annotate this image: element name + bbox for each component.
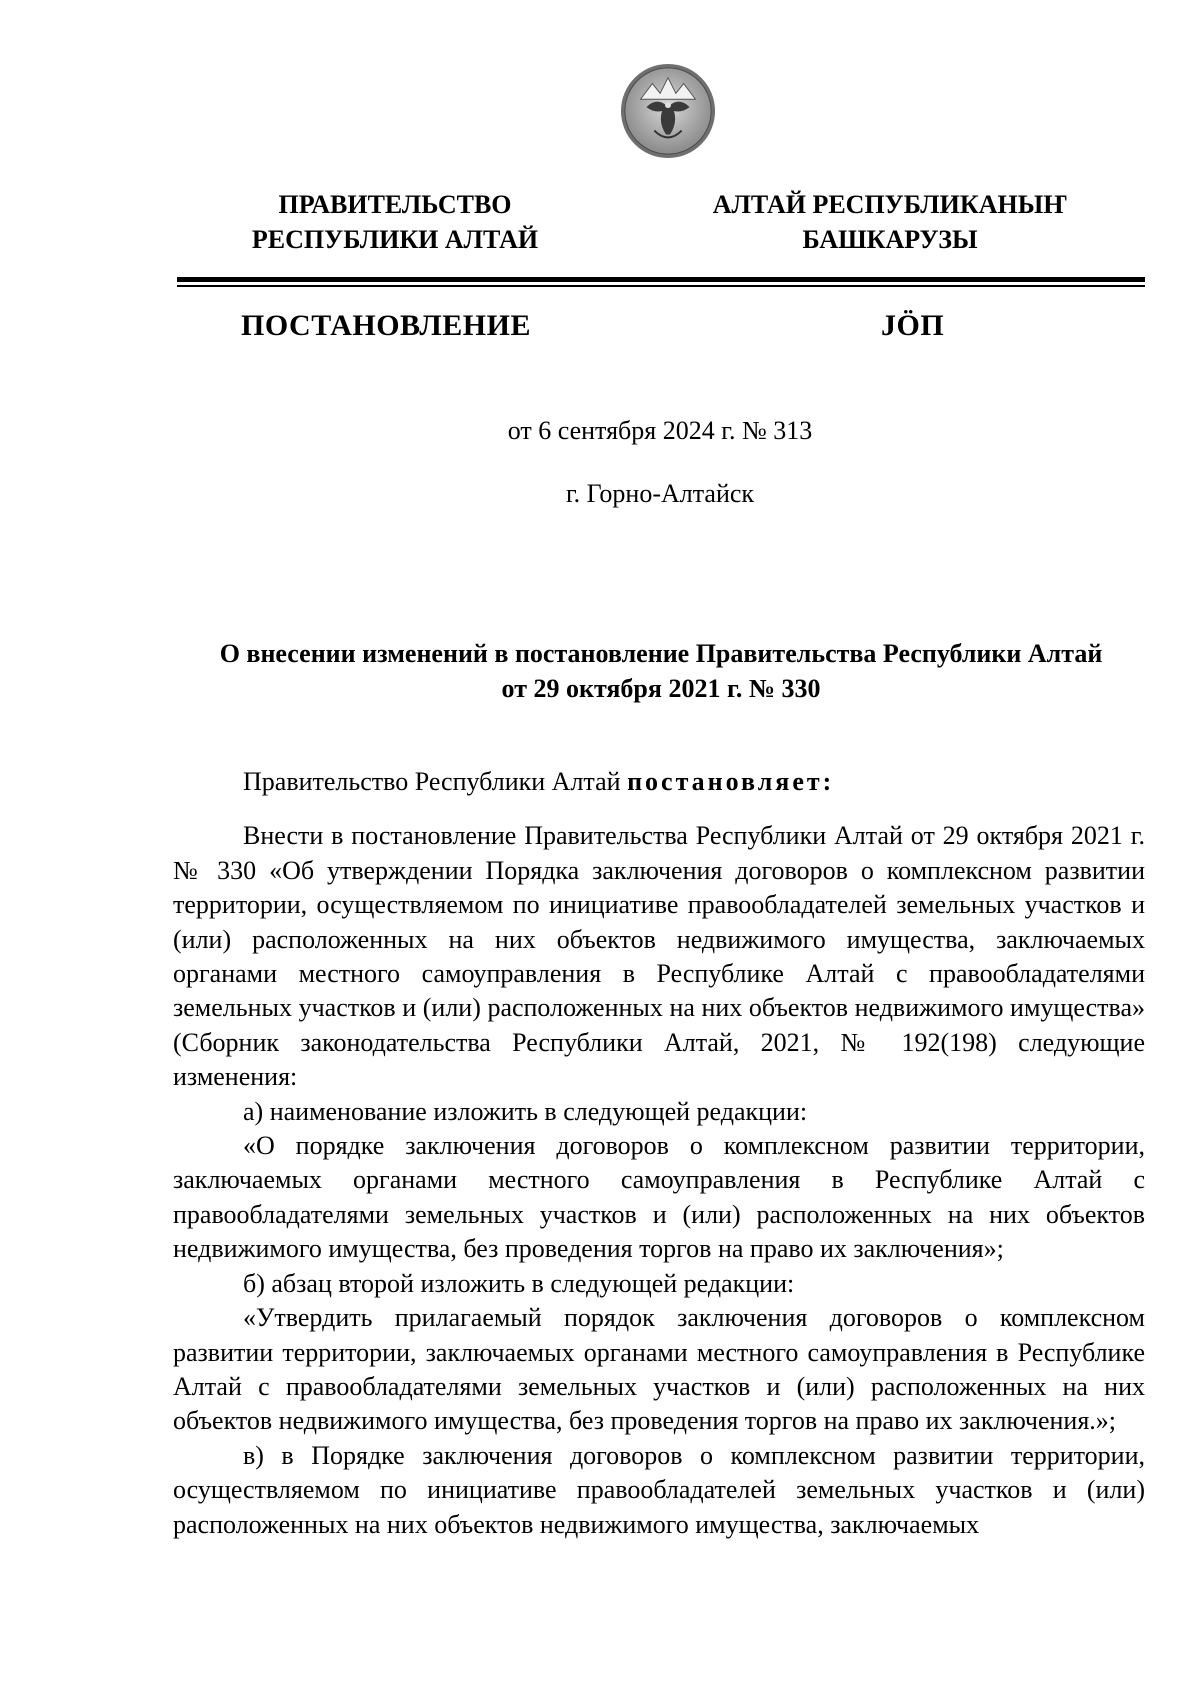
document-title <box>177 636 1145 706</box>
header-divider-thin <box>177 285 1145 287</box>
body-paragraph: в) в Порядке заключения договоров о комплексном развитии территории, осуществляемом по инициативе правообладателей земельных участков и (или) расположенных на них объектов недвижимого имущества, заключаемых <box>173 1440 1145 1539</box>
resolve-statement <box>173 765 1145 799</box>
issuer-name-russian-line1: ПРАВИТЕЛЬСТВО <box>278 190 512 219</box>
issuer-name-altai-line2: БАШКАРУЗЫ <box>802 225 978 254</box>
document-city: г. Горно-Алтайск <box>565 479 755 508</box>
document-title-line1: О внесении изменений в постановление Правительства Республики Алтай <box>219 639 1103 668</box>
issuer-name-altai-line1: АЛТАЙ РЕСПУБЛИКАНЫҤ <box>712 190 1068 219</box>
body-paragraph: «О порядке заключения договоров о комплексном развитии территории, заключаемых органами местного самоуправления в Республике Алтай с правообладателями земельных участков и (или) расположенных на них объектов недвижимого имущества, без проведения торгов на право их заключения»; <box>173 1131 1145 1264</box>
document-body <box>173 765 1145 1542</box>
doc-type-russian: ПОСТАНОВЛЕНИЕ <box>241 309 531 342</box>
document-title-line2: от 29 октября 2021 г. № 330 <box>501 674 821 703</box>
issuer-name-russian <box>200 187 590 257</box>
body-paragraph: «Утвердить прилагаемый порядок заключения договоров о комплексном развитии территории, заключаемых органами местного самоуправления в Республике Алтай с правообладателями земельных участков и (или) расположенных на них объектов недвижимого имущества, без проведения торгов на право их заключения.»; <box>173 1303 1145 1436</box>
body-paragraph: б) абзац второй изложить в следующей редакции: <box>243 1268 795 1298</box>
resolve-prefix: Правительство Республики Алтай <box>243 767 628 796</box>
body-paragraph: Внести в постановление Правительства Республики Алтай от 29 октября 2021 г. № 330 «Об утверждении Порядка заключения договоров о комплексном развитии территории, осуществляемом по инициативе правообладателей земельных участков и (или) расположенных на них объектов недвижимого имущества, заключаемых органами местного самоуправления в Республике Алтай с правообладателями земельных участков и (или) расположенных на них объектов недвижимого имущества» (Сборник законодательства Республики Алтай, 2021, № 192(198) следующие изменения: <box>173 821 1145 1092</box>
body-paragraph: а) наименование изложить в следующей редакции: <box>243 1096 808 1126</box>
resolve-word: постановляет: <box>627 767 835 796</box>
republic-altai-emblem-icon <box>619 62 717 160</box>
issuer-name-russian-line2: РЕСПУБЛИКИ АЛТАЙ <box>251 225 539 254</box>
document-date-number: от 6 сентября 2024 г. № 313 <box>507 416 813 445</box>
header-divider-thick <box>177 277 1145 282</box>
issuer-name-altai <box>700 187 1080 257</box>
doc-type-altai: JÖП <box>881 309 945 342</box>
